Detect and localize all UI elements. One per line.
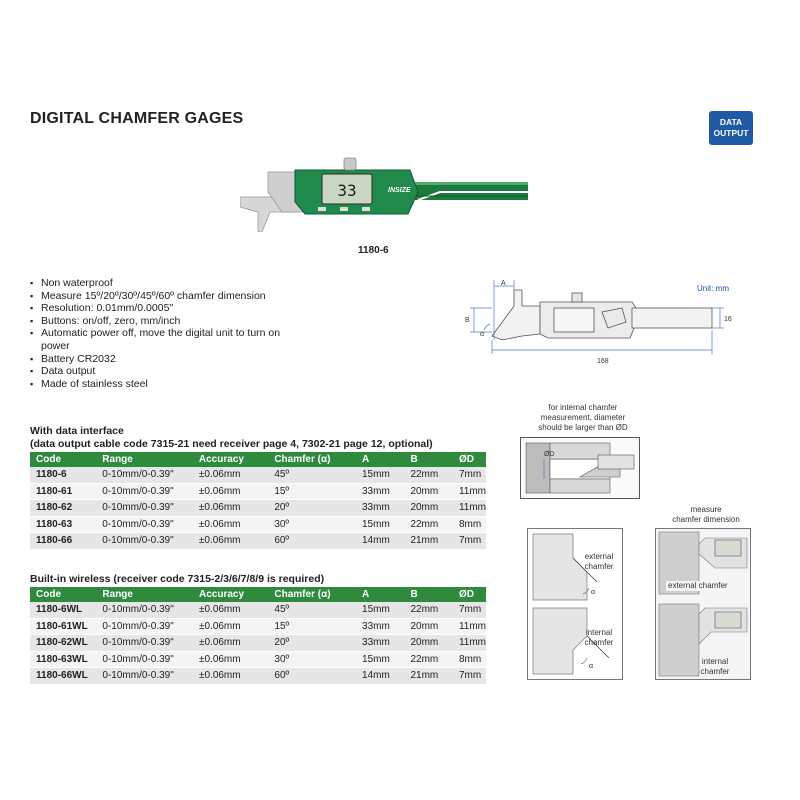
display-reading: 33 bbox=[337, 181, 357, 200]
note-line: measurement, diameter bbox=[540, 413, 626, 422]
cell: 14mm bbox=[356, 533, 404, 550]
cell: 33mm bbox=[356, 483, 404, 500]
cell: 11mm bbox=[453, 618, 486, 635]
measure-diagram-title bbox=[656, 505, 756, 525]
col-header: A bbox=[356, 587, 404, 602]
cell: 21mm bbox=[404, 533, 453, 550]
cell: 0-10mm/0-0.39" bbox=[96, 618, 193, 635]
dim-16-label: 16 bbox=[724, 316, 732, 323]
cell: 15mm bbox=[356, 516, 404, 533]
badge-line-1: DATA bbox=[719, 117, 743, 127]
cell: ±0.06mm bbox=[193, 483, 268, 500]
cell: 0-10mm/0-0.39" bbox=[96, 668, 193, 685]
dimension-drawing bbox=[462, 278, 742, 373]
col-header: Accuracy bbox=[193, 452, 268, 467]
cell: 0-10mm/0-0.39" bbox=[96, 651, 193, 668]
section-subtitle: (data output cable code 7315-21 need receiver page 4, 7302-21 page 12, optional) bbox=[30, 438, 433, 450]
cell: 1180-66 bbox=[30, 533, 96, 550]
label-line: external bbox=[584, 552, 614, 561]
feature-list bbox=[30, 277, 290, 390]
cell: ±0.06mm bbox=[193, 467, 268, 483]
cell: ±0.06mm bbox=[193, 602, 268, 618]
cell: 33mm bbox=[356, 618, 404, 635]
page-title: DIGITAL CHAMFER GAGES bbox=[30, 110, 244, 127]
cell: ±0.06mm bbox=[193, 618, 268, 635]
cell: 45º bbox=[268, 467, 356, 483]
col-header: ØD bbox=[453, 587, 486, 602]
cell: 45º bbox=[268, 602, 356, 618]
measure-internal-label bbox=[690, 657, 740, 677]
title-line: measure bbox=[690, 505, 722, 514]
cell: 1180-6 bbox=[30, 467, 96, 483]
col-header: Accuracy bbox=[193, 587, 268, 602]
cell: 0-10mm/0-0.39" bbox=[96, 516, 193, 533]
cell: ±0.06mm bbox=[193, 668, 268, 685]
cell: 7mm bbox=[453, 668, 486, 685]
cell: 8mm bbox=[453, 516, 486, 533]
cell: ±0.06mm bbox=[193, 651, 268, 668]
label-line: chamfer bbox=[584, 562, 614, 571]
spec-table-wireless bbox=[30, 587, 486, 685]
col-header: Range bbox=[96, 587, 193, 602]
table-row bbox=[30, 618, 486, 635]
cell: 14mm bbox=[356, 668, 404, 685]
cell: 1180-66WL bbox=[30, 668, 96, 685]
section-heading bbox=[30, 573, 324, 586]
feature-item: ▪ Resolution: 0.01mm/0.0005" bbox=[30, 302, 290, 315]
cell: 7mm bbox=[453, 533, 486, 550]
feature-item: ▪ Buttons: on/off, zero, mm/inch bbox=[30, 315, 290, 328]
cell: 15º bbox=[268, 618, 356, 635]
cell: 1180-62 bbox=[30, 500, 96, 517]
cell: 22mm bbox=[404, 467, 453, 483]
dim-alpha-label: α bbox=[480, 331, 485, 338]
table-row bbox=[30, 500, 486, 517]
cell: 1180-61WL bbox=[30, 618, 96, 635]
col-header: B bbox=[404, 452, 453, 467]
cell: ±0.06mm bbox=[193, 635, 268, 652]
feature-item: ▪ Non waterproof bbox=[30, 277, 290, 290]
section-heading bbox=[30, 425, 433, 451]
section-title: Built-in wireless (receiver code 7315-2/3/6/7/8/9 is required) bbox=[30, 573, 325, 585]
dim-a-label: A bbox=[501, 280, 506, 287]
col-header: Code bbox=[30, 587, 96, 602]
chamfer-types-diagram bbox=[527, 528, 623, 680]
cell: 1180-61 bbox=[30, 483, 96, 500]
internal-chamfer-figure bbox=[520, 437, 640, 499]
cell: 33mm bbox=[356, 635, 404, 652]
cell: 0-10mm/0-0.39" bbox=[96, 483, 193, 500]
table-row bbox=[30, 483, 486, 500]
cell: 22mm bbox=[404, 602, 452, 618]
od-label: ØD bbox=[544, 451, 555, 458]
cell: 20mm bbox=[404, 500, 453, 517]
cell: 60º bbox=[268, 533, 356, 550]
cell: ±0.06mm bbox=[193, 533, 268, 550]
cell: 0-10mm/0-0.39" bbox=[96, 467, 193, 483]
product-photo bbox=[240, 152, 530, 232]
cell: 15º bbox=[268, 483, 356, 500]
feature-item: ▪ Data output bbox=[30, 365, 290, 378]
cell: 7mm bbox=[453, 467, 486, 483]
cell: 1180-63 bbox=[30, 516, 96, 533]
cell: 0-10mm/0-0.39" bbox=[96, 533, 193, 550]
label-line: internal bbox=[701, 657, 729, 666]
cell: 22mm bbox=[404, 651, 452, 668]
dim-b-label: B bbox=[465, 317, 470, 324]
spec-table-data-interface bbox=[30, 452, 486, 550]
feature-item: ▪ Made of stainless steel bbox=[30, 378, 290, 391]
cell: 15mm bbox=[356, 467, 404, 483]
cell: 7mm bbox=[453, 602, 486, 618]
alpha-label: α bbox=[591, 589, 596, 596]
label-line: chamfer bbox=[584, 638, 614, 647]
cell: 20º bbox=[268, 635, 356, 652]
badge-line-2: OUTPUT bbox=[713, 128, 749, 138]
cell: ±0.06mm bbox=[193, 516, 268, 533]
brand-logo: INSIZE bbox=[388, 187, 411, 194]
table-header-row bbox=[30, 452, 486, 467]
internal-chamfer-note bbox=[523, 403, 643, 433]
unit-label: Unit: mm bbox=[697, 284, 729, 293]
cell: 60º bbox=[268, 668, 356, 685]
cell: 0-10mm/0-0.39" bbox=[96, 602, 193, 618]
table-row bbox=[30, 467, 486, 483]
note-line: for internal chamfer bbox=[548, 403, 618, 412]
external-chamfer-label bbox=[577, 552, 621, 572]
feature-item: ▪ Automatic power off, move the digital unit to turn on power bbox=[30, 327, 290, 352]
table-row bbox=[30, 668, 486, 685]
note-line: should be larger than ØD bbox=[538, 423, 628, 432]
col-header: ØD bbox=[453, 452, 486, 467]
table-row bbox=[30, 516, 486, 533]
cell: 11mm bbox=[453, 483, 486, 500]
cell: 11mm bbox=[453, 635, 486, 652]
col-header: B bbox=[404, 587, 452, 602]
internal-chamfer-label bbox=[577, 628, 621, 648]
alpha-label: α bbox=[589, 663, 594, 670]
product-caption: 1180-6 bbox=[358, 245, 389, 256]
col-header: Code bbox=[30, 452, 96, 467]
cell: 20mm bbox=[404, 618, 452, 635]
table-row bbox=[30, 533, 486, 550]
cell: 21mm bbox=[404, 668, 452, 685]
cell: 0-10mm/0-0.39" bbox=[96, 635, 193, 652]
col-header: Chamfer (α) bbox=[268, 452, 356, 467]
feature-item: ▪ Battery CR2032 bbox=[30, 353, 290, 366]
section-title: With data interface bbox=[30, 425, 124, 437]
cell: 20mm bbox=[404, 635, 452, 652]
cell: 22mm bbox=[404, 516, 453, 533]
table-row bbox=[30, 635, 486, 652]
cell: 11mm bbox=[453, 500, 486, 517]
cell: 30º bbox=[268, 516, 356, 533]
label-line: chamfer bbox=[700, 667, 730, 676]
feature-item: ▪ Measure 15º/20º/30º/45º/60º chamfer dimension bbox=[30, 290, 290, 303]
cell: 1180-63WL bbox=[30, 651, 96, 668]
cell: 1180-6WL bbox=[30, 602, 96, 618]
cell: 8mm bbox=[453, 651, 486, 668]
cell: 20º bbox=[268, 500, 356, 517]
cell: ±0.06mm bbox=[193, 500, 268, 517]
data-output-badge bbox=[709, 111, 753, 145]
cell: 1180-62WL bbox=[30, 635, 96, 652]
cell: 20mm bbox=[404, 483, 453, 500]
col-header: Range bbox=[96, 452, 193, 467]
cell: 33mm bbox=[356, 500, 404, 517]
cell: 30º bbox=[268, 651, 356, 668]
label-line: internal bbox=[585, 628, 613, 637]
cell: 15mm bbox=[356, 602, 404, 618]
table-row bbox=[30, 602, 486, 618]
cell: 0-10mm/0-0.39" bbox=[96, 500, 193, 517]
table-row bbox=[30, 651, 486, 668]
measure-external-label: external chamfer bbox=[668, 581, 728, 590]
dim-168-label: 168 bbox=[597, 358, 609, 365]
col-header: Chamfer (α) bbox=[268, 587, 356, 602]
title-line: chamfer dimension bbox=[672, 515, 740, 524]
col-header: A bbox=[356, 452, 404, 467]
cell: 15mm bbox=[356, 651, 404, 668]
table-header-row bbox=[30, 587, 486, 602]
